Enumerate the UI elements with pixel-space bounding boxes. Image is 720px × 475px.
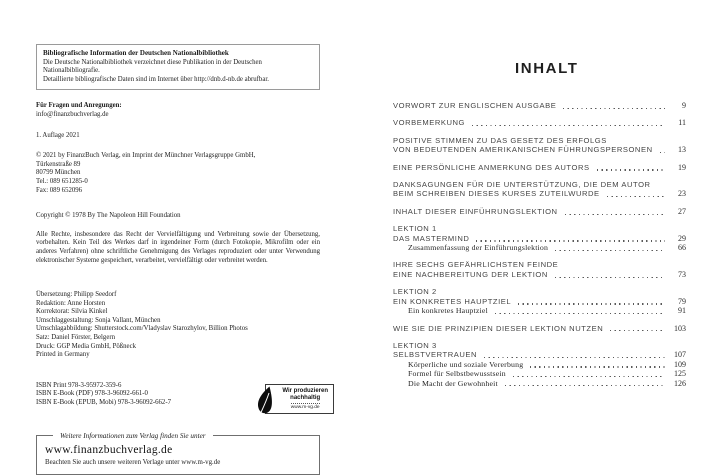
dot-leader <box>563 108 665 109</box>
toc-page-number: 66 <box>678 243 686 253</box>
dot-leader <box>607 196 665 197</box>
toc-entry[interactable] <box>393 379 686 388</box>
toc-entry[interactable] <box>393 145 686 154</box>
dnb-info-title: Bibliografische Information der Deutschen Nationalbibliothek <box>43 49 229 57</box>
dot-leader <box>518 303 665 304</box>
dot-leader <box>505 385 665 386</box>
dot-leader <box>555 250 665 251</box>
toc-entry-label: LEKTION 2 <box>393 287 437 297</box>
imprint-page <box>36 44 328 475</box>
toc-page-number: 107 <box>674 350 686 360</box>
toc-page-number: 126 <box>674 378 686 388</box>
toc-page-number: 109 <box>674 359 686 369</box>
toc-page-number: 27 <box>678 206 686 216</box>
copyright-line: Copyright © 1978 By The Napoleon Hill Foundation <box>36 212 181 220</box>
publisher-info-box <box>36 431 320 475</box>
toc-entry-label: Körperliche und soziale Vererbung <box>408 359 524 369</box>
toc-entry[interactable] <box>393 189 686 198</box>
toc-page-number: 11 <box>678 118 686 128</box>
dot-leader <box>660 152 665 153</box>
isbn-block <box>36 382 171 408</box>
toc-page-number: 19 <box>678 162 686 172</box>
eco-badge-line2: nachhaltig <box>290 394 321 401</box>
toc-entry[interactable] <box>393 369 686 378</box>
toc-entry[interactable] <box>393 341 686 350</box>
toc-entry[interactable] <box>393 360 686 369</box>
dot-leader <box>530 366 665 367</box>
toc-page-number: 29 <box>678 233 686 243</box>
toc-entry-label: DANKSAGUNGEN FÜR DIE UNTERSTÜTZUNG, DIE DEM AUTOR <box>393 180 651 190</box>
toc-entry-label: EIN KONKRETES HAUPTZIEL <box>393 296 512 306</box>
publisher-address-line: Fax: 089 652096 <box>36 186 83 194</box>
toc-entry-label: BEIM SCHREIBEN DIESES KURSES ZUTEILWURDE <box>393 189 600 199</box>
credits-line: Redaktion: Anne Horsten <box>36 299 106 307</box>
contact-label: Für Fragen und Anregungen: <box>36 102 122 110</box>
toc-entry-label: Ein konkretes Hauptziel <box>408 306 488 316</box>
dot-leader <box>484 357 665 358</box>
toc-entry-label: EINE PERSÖNLICHE ANMERKUNG DES AUTORS <box>393 162 590 172</box>
toc-entry-label: IHRE SECHS GEFÄHRLICHSTEN FEINDE <box>393 260 559 270</box>
dot-leader <box>472 125 665 126</box>
toc-list <box>393 101 686 388</box>
toc-entry[interactable] <box>393 234 686 243</box>
toc-entry-label: VON BEDEUTENDEN AMERIKANISCHEN FÜHRUNGSPERSONEN <box>393 145 653 155</box>
publisher-address <box>36 152 320 195</box>
toc-entry-label: SELBSTVERTRAUEN <box>393 350 478 360</box>
publisher-info-legend: Weitere Informationen zum Verlag finden Sie unter <box>53 432 213 441</box>
dot-leader <box>565 214 665 215</box>
dot-leader <box>555 277 665 278</box>
isbn-line: ISBN E-Book (EPUB, Mobi) 978-3-96092-662-7 <box>36 399 171 407</box>
credits-line: Umschlaggestaltung: Sonja Vallant, München <box>36 316 161 324</box>
toc-entry[interactable] <box>393 224 686 233</box>
credits-line: Printed in Germany <box>36 351 90 359</box>
toc-entry[interactable] <box>393 163 686 172</box>
dnb-info-box <box>36 44 320 90</box>
toc-entry[interactable] <box>393 270 686 279</box>
credits-line: Druck: GGP Media GmbH, Pößneck <box>36 342 136 350</box>
publisher-address-line: Tel.: 089 651285-0 <box>36 177 88 185</box>
isbn-line: ISBN Print 978-3-95972-359-6 <box>36 381 122 389</box>
toc-entry-label: LEKTION 1 <box>393 224 437 234</box>
toc-entry-label: VORWORT ZUR ENGLISCHEN AUSGABE <box>393 101 557 110</box>
credits-block <box>36 291 320 360</box>
toc-entry-label: Formel für Selbstbewusstsein <box>408 369 506 379</box>
toc-entry[interactable] <box>393 287 686 296</box>
publisher-note: Beachten Sie auch unsere weiteren Verlage unter www.m-vg.de <box>45 459 221 467</box>
isbn-line: ISBN E-Book (PDF) 978-3-96092-661-0 <box>36 390 148 398</box>
dot-leader <box>513 376 665 377</box>
eco-badge-line1: Wir produzieren <box>282 387 328 394</box>
credits-line: Umschlagabbildung: Shutterstock.com/Vladyslav Starozhylov, Billion Photos <box>36 325 248 333</box>
dot-leader <box>495 313 665 314</box>
dnb-info-line: Die Deutsche Nationalbibliothek verzeichnet diese Publikation in der Deutschen Nationalbibliografie. <box>43 58 262 75</box>
toc-page-number: 125 <box>674 369 686 379</box>
eco-badge <box>265 384 334 415</box>
credits-line: Übersetzung: Philipp Seedorf <box>36 291 117 299</box>
toc-page-number: 73 <box>678 269 686 279</box>
toc-entry-label: Zusammenfassung der Einführungslektion <box>408 243 549 253</box>
publisher-address-line: 80799 München <box>36 169 81 177</box>
toc-page-number: 103 <box>674 323 686 333</box>
dot-leader <box>610 330 665 331</box>
toc-entry[interactable] <box>393 101 686 110</box>
toc-entry-label: POSITIVE STIMMEN ZU DAS GESETZ DES ERFOLGS <box>393 135 607 145</box>
leaf-icon <box>256 386 276 420</box>
rights-paragraph: Alle Rechte, insbesondere das Recht der Vervielfältigung und Verbreitung sowie der Übersetzung, vorbehalten. Kein Teil des Werkes darf in irgendeiner Form (durch Fotokopie, Mikrofilm oder ein anderes Verfahren) ohne schriftliche Genehmigung des Verlages reproduziert oder unter Verwendung elektronischer Systeme gespeichert, verarbeitet, vervielfältigt oder verbreitet werden. <box>36 230 320 264</box>
publisher-website: www.finanzbuchverlag.de <box>45 444 173 457</box>
toc-entry[interactable] <box>393 350 686 359</box>
credits-line: Satz: Daniel Förster, Belgern <box>36 334 116 342</box>
toc-entry[interactable] <box>393 118 686 127</box>
toc-entry-label: VORBEMERKUNG <box>393 118 465 128</box>
eco-badge-url: www.m-vg.de <box>290 404 320 410</box>
dnb-info-lines <box>43 59 313 85</box>
toc-entry-label: Die Macht der Gewohnheit <box>408 378 498 388</box>
toc-entry-label: WIE SIE DIE PRINZIPIEN DIESER LEKTION NUTZEN <box>393 323 604 333</box>
toc-entry[interactable] <box>393 136 686 145</box>
toc-entry-label: DAS MASTERMIND <box>393 233 470 243</box>
contact-block <box>36 102 320 119</box>
dot-leader <box>597 169 665 170</box>
toc-entry[interactable] <box>393 180 686 189</box>
publisher-address-line: © 2021 by FinanzBuch Verlag, ein Imprint der Münchner Verlagsgruppe GmbH, <box>36 152 256 160</box>
toc-entry[interactable] <box>393 207 686 216</box>
toc-page-number: 9 <box>682 101 686 110</box>
toc-page-number: 79 <box>678 296 686 306</box>
credits-line: Korrektorat: Silvia Kinkel <box>36 308 108 316</box>
contact-email: info@finanzbuchverlag.de <box>36 110 109 118</box>
toc-page-number: 13 <box>678 145 686 155</box>
toc-entry[interactable] <box>393 243 686 252</box>
toc-entry[interactable] <box>393 306 686 315</box>
publisher-address-line: Türkenstraße 89 <box>36 160 81 168</box>
toc-title: INHALT <box>515 60 579 77</box>
toc-page-number: 91 <box>678 306 686 316</box>
toc-entry-label: INHALT DIESER EINFÜHRUNGSLEKTION <box>393 206 558 216</box>
dot-leader <box>476 240 665 241</box>
toc-page-number: 23 <box>678 189 686 199</box>
toc-entry[interactable] <box>393 260 686 269</box>
dnb-info-line: Detaillierte bibliografische Daten sind im Internet über http://dnb.d-nb.de abrufbar. <box>43 75 269 83</box>
edition-line: 1. Auflage 2021 <box>36 131 80 139</box>
toc-entry-label: LEKTION 3 <box>393 340 437 350</box>
toc-entry-label: EINE NACHBEREITUNG DER LEKTION <box>393 269 548 279</box>
toc-entry[interactable] <box>393 324 686 333</box>
toc-entry[interactable] <box>393 297 686 306</box>
toc-page <box>393 60 686 388</box>
